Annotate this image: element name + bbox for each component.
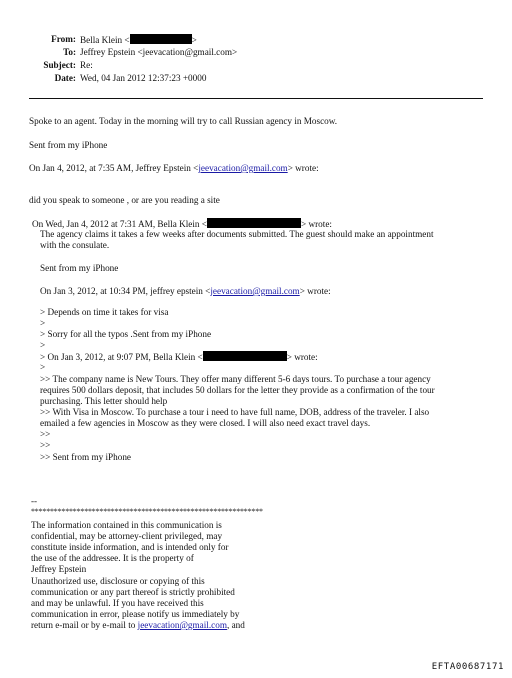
from-label: From: [51, 34, 76, 44]
body-line: with the consulate. [40, 240, 110, 250]
body-line: purchasing. This letter should help [40, 396, 168, 406]
body-line: Spoke to an agent. Today in the morning will try to call Russian agency in Moscow. [29, 116, 338, 126]
from-close: > [191, 35, 197, 45]
redaction-bar [203, 351, 287, 361]
header-subject-row [0, 60, 512, 72]
quote-attribution: On Wed, Jan 4, 2012 at 7:31 AM, Bella Klein < > wrote: [32, 219, 332, 229]
body-line: The agency claims it takes a few weeks after documents submitted. The guest should make an appointment [40, 229, 434, 239]
body-line: Sent from my iPhone [29, 140, 108, 150]
disclaimer-line: communication or any part thereof is strictly prohibited [31, 587, 235, 597]
header-divider [29, 98, 483, 99]
header-from-row [0, 34, 512, 46]
from-value [80, 34, 197, 46]
body-line: > [40, 362, 46, 372]
body-line: >> Sent from my iPhone [40, 452, 132, 462]
body-line: >> [40, 429, 51, 439]
disclaimer-line: constitute inside information, and is intended only for [31, 542, 229, 552]
disclaimer-line: Unauthorized use, disclosure or copying of this [31, 576, 205, 586]
redaction-bar [207, 218, 301, 228]
header-to-row [0, 47, 512, 59]
asterisk-divider: ************************************************************* [31, 507, 263, 516]
quote-attribution: > On Jan 3, 2012, at 9:07 PM, Bella Klein < > wrote: [40, 352, 318, 362]
disclaimer-line: The information contained in this communication is [31, 520, 222, 530]
disclaimer-line: return e-mail or by e-mail to jeevacation@gmail.com, and [31, 620, 245, 630]
date-label: Date: [54, 73, 76, 83]
disclaimer-line: and may be unlawful. If you have received this [31, 598, 204, 608]
body-line: Sent from my iPhone [40, 263, 119, 273]
quote-attribution: On Jan 4, 2012, at 7:35 AM, Jeffrey Epstein <jeevacation@gmail.com> wrote: [29, 163, 319, 173]
to-label: To: [63, 47, 76, 57]
date-value: Wed, 04 Jan 2012 12:37:23 +0000 [80, 73, 207, 83]
signature-separator: -- [31, 496, 38, 506]
disclaimer-line: communication in error, please notify us immediately by [31, 609, 240, 619]
disclaimer-line: Jeffrey Epstein [31, 564, 87, 574]
body-line: > [40, 318, 46, 328]
body-line: >> [40, 440, 51, 450]
quote-attribution: On Jan 3, 2012, at 10:34 PM, jeffrey epstein <jeevacation@gmail.com> wrote: [40, 286, 331, 296]
subject-value: Re: [80, 60, 93, 70]
disclaimer-line: the use of the addressee. It is the property of [31, 553, 194, 563]
email-link[interactable]: jeevacation@gmail.com [198, 163, 288, 173]
body-line: did you speak to someone , or are you reading a site [29, 195, 220, 205]
subject-label: Subject: [43, 60, 76, 70]
redaction-bar [130, 34, 192, 44]
body-line: > Sorry for all the typos .Sent from my iPhone [40, 329, 212, 339]
body-line: > Depends on time it takes for visa [40, 307, 169, 317]
body-line: >> The company name is New Tours. They offer many different 5-6 days tours. To purchase a tour agency [40, 374, 431, 384]
document-id: EFTA00687171 [431, 662, 504, 672]
email-link[interactable]: jeevacation@gmail.com [137, 620, 227, 630]
header-date-row [0, 73, 512, 85]
body-line: >> With Visa in Moscow. To purchase a tour i need to have full name, DOB, address of the traveler. I also [40, 407, 430, 417]
body-line: > [40, 340, 46, 350]
body-line: requires 500 dollars deposit, that includes 50 dollars for the letter they provide as a confirmation of the tour [40, 385, 435, 395]
email-link[interactable]: jeevacation@gmail.com [210, 286, 300, 296]
to-value: Jeffrey Epstein <jeevacation@gmail.com> [80, 47, 238, 57]
body-line: emailed a few agencies in Moscow as they were closed. I will also need exact travel days. [40, 418, 371, 428]
disclaimer-line: confidential, may be attorney-client privileged, may [31, 531, 223, 541]
from-name: Bella Klein < [80, 35, 130, 45]
